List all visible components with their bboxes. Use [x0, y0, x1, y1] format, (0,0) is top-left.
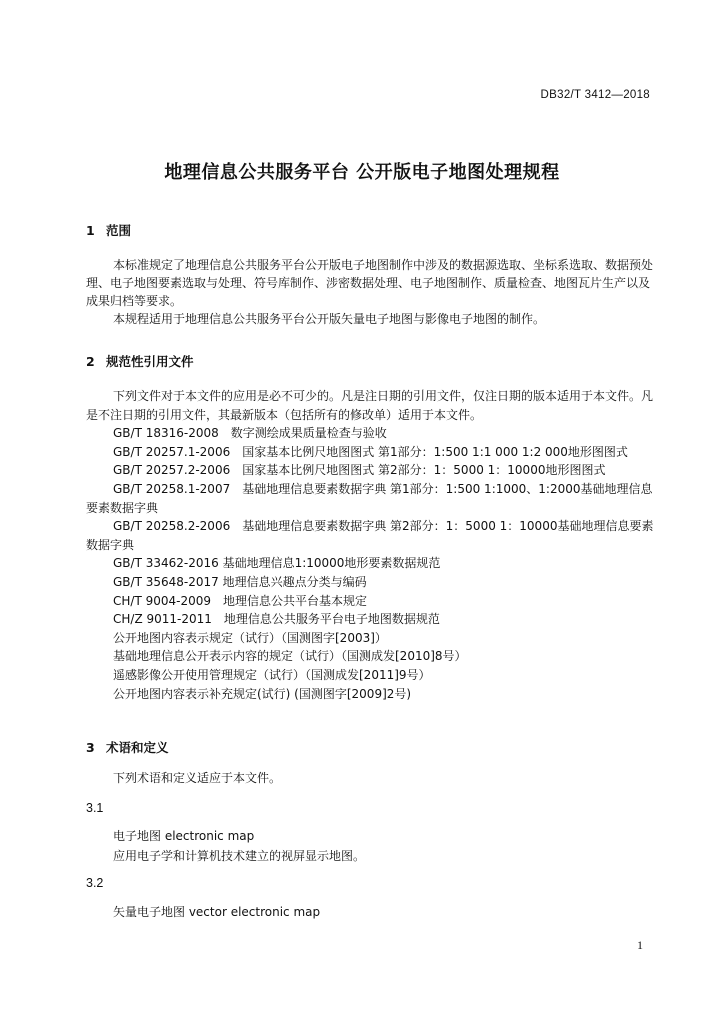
reference-item: 基础地理信息公开表示内容的规定（试行）（国测成发[2010]8号） — [113, 649, 467, 664]
reference-item: GB/T 33462-2016 基础地理信息1:10000地形要素数据规范 — [113, 556, 441, 571]
section-1-heading — [86, 221, 131, 239]
reference-item: GB/T 20257.2-2006 国家基本比例尺地图图式 第2部分：1：5000 1：10000地形图图式 — [113, 463, 606, 478]
section-3-heading — [86, 738, 169, 756]
section-2-intro: 下列文件对于本文件的应用是必不可少的。凡是注日期的引用文件，仅注日期的版本适用于本文件。凡是不注日期的引用文件，其最新版本（包括所有的修改单）适用于本文件。 — [86, 389, 654, 422]
reference-item: GB/T 20258.2-2006 基础地理信息要素数据字典 第2部分：1：5000 1：10000基础地理信息要素数据字典 — [86, 519, 654, 552]
reference-item: CH/Z 9011-2011 地理信息公共服务平台电子地图数据规范 — [113, 612, 440, 627]
term-name: 电子地图 electronic map — [113, 829, 255, 843]
paragraph: 本规程适用于地理信息公共服务平台公开版矢量电子地图与影像电子地图的制作。 — [113, 312, 546, 326]
reference-item: 遥感影像公开使用管理规定（试行）（国测成发[2011]9号） — [113, 667, 431, 682]
section-2-heading — [86, 352, 194, 370]
reference-item: 公开地图内容表示补充规定(试行) (国测图字[2009]2号) — [113, 686, 412, 701]
reference-item: GB/T 18316-2008 数字测绘成果质量检查与验收 — [113, 426, 387, 441]
references-list — [86, 387, 660, 703]
reference-item: GB/T 20258.1-2007 基础地理信息要素数据字典 第1部分：1:500 1:1000、1:2000基础地理信息要素数据字典 — [86, 481, 653, 515]
section-3-intro: 下列术语和定义适应于本文件。 — [113, 771, 282, 785]
section-title: 规范性引用文件 — [106, 354, 194, 369]
reference-item: 公开地图内容表示规定（试行）（国测图字[2003]） — [113, 630, 387, 645]
term-definition: 应用电子学和计算机技术建立的视屏显示地图。 — [113, 849, 366, 863]
standard-code: DB32/T 3412—2018 — [540, 89, 650, 101]
document-title: 地理信息公共服务平台 公开版电子地图处理规程 — [164, 162, 560, 183]
reference-item: GB/T 35648-2017 地理信息兴趣点分类与编码 — [113, 574, 367, 589]
term-name: 矢量电子地图 vector electronic map — [113, 905, 321, 919]
reference-item: GB/T 20257.1-2006 国家基本比例尺地图图式 第1部分：1:500 1:1 000 1:2 000地形图图式 — [113, 444, 628, 459]
page-number: 1 — [637, 938, 643, 952]
reference-item: CH/T 9004-2009 地理信息公共平台基本规定 — [113, 593, 367, 608]
paragraph: 本标准规定了地理信息公共服务平台公开版电子地图制作中涉及的数据源选取、坐标系选取、数据预处理、电子地图要素选取与处理、符号库制作、涉密数据处理、电子地图制作、质量检查、地图瓦片生产以及成果归档等要求。 — [86, 258, 654, 308]
subclause-3-1-number: 3.1 — [86, 801, 104, 815]
section-number: 1 — [86, 223, 95, 238]
section-number: 2 — [86, 354, 95, 369]
subclause-3-2-number: 3.2 — [86, 876, 104, 890]
section-title: 术语和定义 — [106, 740, 169, 755]
section-1-body — [86, 256, 660, 328]
section-number: 3 — [86, 740, 95, 755]
section-title: 范围 — [106, 223, 132, 238]
